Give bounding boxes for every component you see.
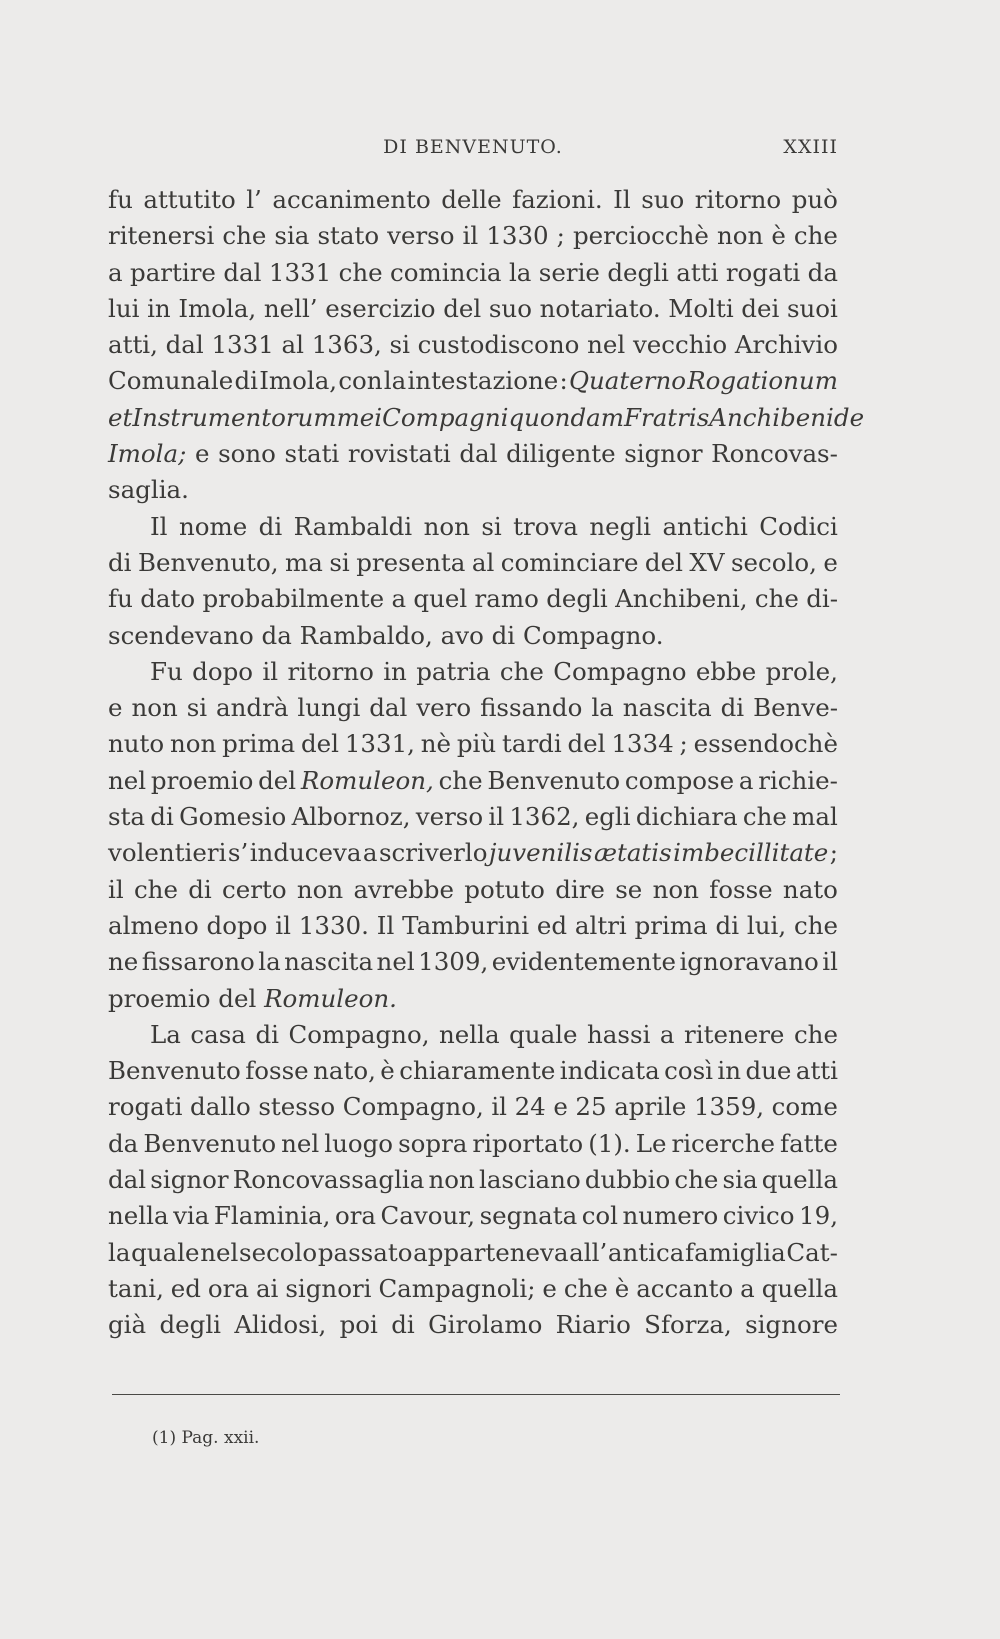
text-line: nuto non prima del 1331, nè più tardi del 1334 ; essendochè [108,729,838,759]
text-line: Comunale di Imola, con la intestazione : Quaterno Rogationum [108,366,838,396]
text-line: volentieri s’ induceva a scriverlo juvenilis ætatis imbecillitate ; [108,838,838,868]
text-line: scendevano da Rambaldo, avo di Compagno. [108,620,664,650]
running-title: DI BENVENUTO. [383,136,563,158]
text-line: fu dato probabilmente a quel ramo degli Anchibeni, che di- [108,584,838,614]
page-number: XXIII [783,136,838,158]
text-line: dal signor Roncovassaglia non lasciano dubbio che sia quella [108,1165,838,1195]
text-line: Imola; e sono stati rovistati dal diligente signor Roncovas- [108,439,838,469]
text-line: già degli Alidosi, poi di Girolamo Riario Sforza, signore [108,1310,838,1340]
text-line: atti, dal 1331 al 1363, si custodiscono nel vecchio Archivio [108,330,838,360]
text-line: Benvenuto fosse nato, è chiaramente indicata così in due atti [108,1056,838,1086]
text-line: Fu dopo il ritorno in patria che Compagno ebbe prole, [150,656,838,686]
text-line: saglia. [108,475,189,505]
text-line: il che di certo non avrebbe potuto dire se non fosse nato [108,874,838,904]
body-text [108,182,865,1344]
text-line: ne fissarono la nascita nel 1309, evidentemente ignoravano il [108,947,838,977]
text-line: sta di Gomesio Albornoz, verso il 1362, egli dichiara che mal [108,802,838,832]
text-line: et Instrumentorum mei Compagni quondam Fratris Anchibeni de [108,402,865,432]
text-line: rogati dallo stesso Compagno, il 24 e 25 aprile 1359, come [108,1092,838,1122]
text-line: lui in Imola, nell’ esercizio del suo notariato. Molti dei suoi [108,293,838,323]
page-header [108,136,838,166]
text-line: nel proemio del Romuleon, che Benvenuto compose a richie- [108,765,838,795]
text-line: tani, ed ora ai signori Campagnoli; e che è accanto a quella [108,1273,838,1303]
text-line: fu attutito l’ accanimento delle fazioni. Il suo ritorno può [108,185,838,214]
text-line: almeno dopo il 1330. Il Tamburini ed altri prima di lui, che [108,910,838,940]
footnote: (1) Pag. xxii. [152,1428,260,1448]
text-line: di Benvenuto, ma si presenta al cominciare del XV secolo, e [108,547,838,577]
text-line: la quale nel secolo passato apparteneva all’ antica famiglia Cat- [108,1237,838,1267]
text-line: proemio del Romuleon. [108,983,397,1013]
footnote-divider [112,1394,840,1395]
text-line: a partire dal 1331 che comincia la serie degli atti rogati da [108,257,838,287]
text-line: nella via Flaminia, ora Cavour, segnata col numero civico 19, [108,1201,838,1231]
text-line: da Benvenuto nel luogo sopra riportato (1). Le ricerche fatte [108,1128,838,1158]
text-line: La casa di Compagno, nella quale hassi a ritenere che [150,1019,838,1049]
text-line: Il nome di Rambaldi non si trova negli antichi Codici [150,511,838,541]
text-line: ritenersi che sia stato verso il 1330 ; perciocchè non è che [108,221,838,251]
text-line: e non si andrà lungi dal vero fissando la nascita di Benve- [108,693,838,723]
